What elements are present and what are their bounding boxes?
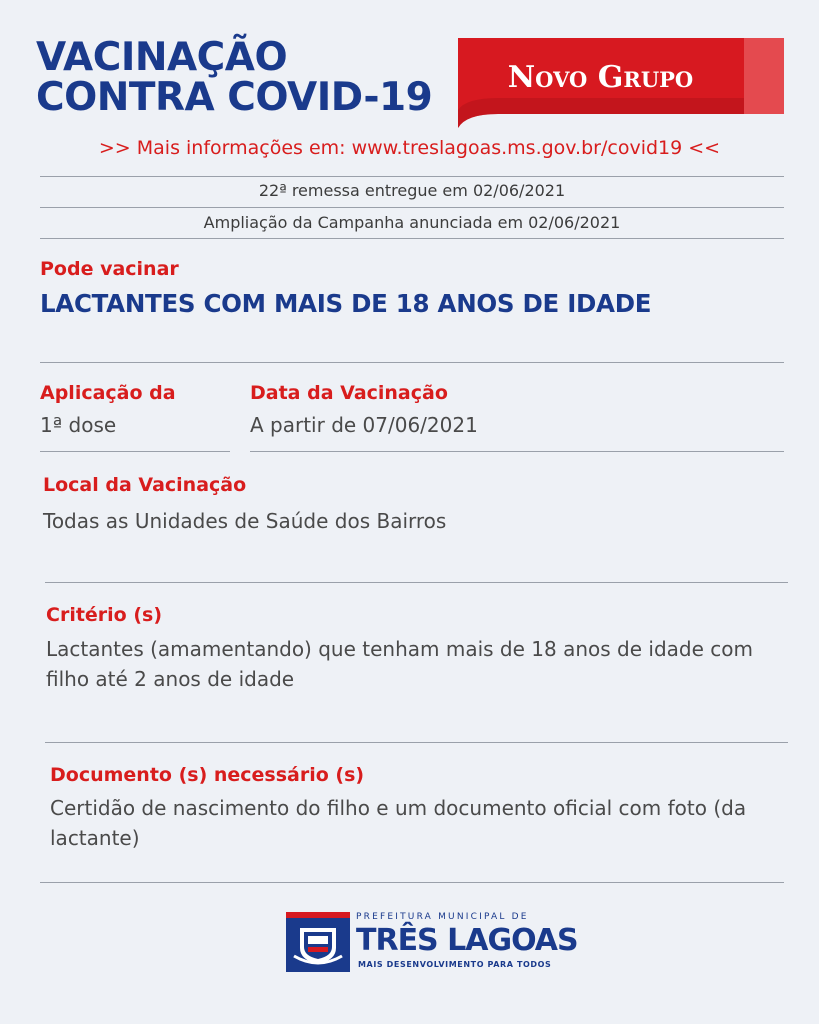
- badge-label: Novo Grupo: [507, 60, 694, 95]
- announcement-note: Ampliação da Campanha anunciada em 02/06/2021: [203, 213, 621, 232]
- date-value: A partir de 07/06/2021: [250, 413, 478, 437]
- divider: [40, 176, 784, 177]
- divider: [40, 451, 230, 452]
- criteria-label: Critério (s): [46, 604, 163, 626]
- page-title: [36, 35, 433, 120]
- location-label: Local da Vacinação: [43, 474, 247, 496]
- prefeitura-logo: [286, 912, 578, 974]
- divider: [40, 238, 784, 239]
- dose-label: Aplicação da: [40, 382, 176, 404]
- logo-tagline-bottom: MAIS DESENVOLVIMENTO PARA TODOS: [358, 960, 552, 969]
- title-line-1: VACINAÇÃO: [36, 35, 288, 80]
- new-group-badge: [458, 38, 784, 128]
- more-info-link[interactable]: >> Mais informações em: www.treslagoas.ms.gov.br/covid19 <<: [98, 137, 721, 159]
- coat-of-arms-icon: [286, 912, 350, 972]
- date-label: Data da Vacinação: [250, 382, 448, 404]
- divider: [45, 742, 788, 743]
- shipment-note: 22ª remessa entregue em 02/06/2021: [258, 181, 566, 200]
- eligible-group: LACTANTES COM MAIS DE 18 ANOS DE IDADE: [40, 289, 652, 318]
- divider: [40, 207, 784, 208]
- logo-city-name: TRÊS LAGOAS: [356, 923, 578, 958]
- logo-tagline-top: PREFEITURA MUNICIPAL DE: [356, 912, 529, 922]
- documents-value: Certidão de nascimento do filho e um documento oficial com foto (da lactante): [50, 796, 747, 850]
- divider: [45, 582, 788, 583]
- divider: [40, 362, 784, 363]
- criteria-value: Lactantes (amamentando) que tenham mais de 18 anos de idade com filho até 2 anos de idade: [46, 637, 753, 691]
- dose-value: 1ª dose: [40, 413, 117, 437]
- documents-label: Documento (s) necessário (s): [50, 764, 365, 786]
- eligible-label: Pode vacinar: [40, 258, 179, 280]
- divider: [250, 451, 784, 452]
- divider: [40, 882, 784, 883]
- location-value: Todas as Unidades de Saúde dos Bairros: [43, 509, 447, 533]
- title-line-2: CONTRA COVID-19: [36, 75, 433, 120]
